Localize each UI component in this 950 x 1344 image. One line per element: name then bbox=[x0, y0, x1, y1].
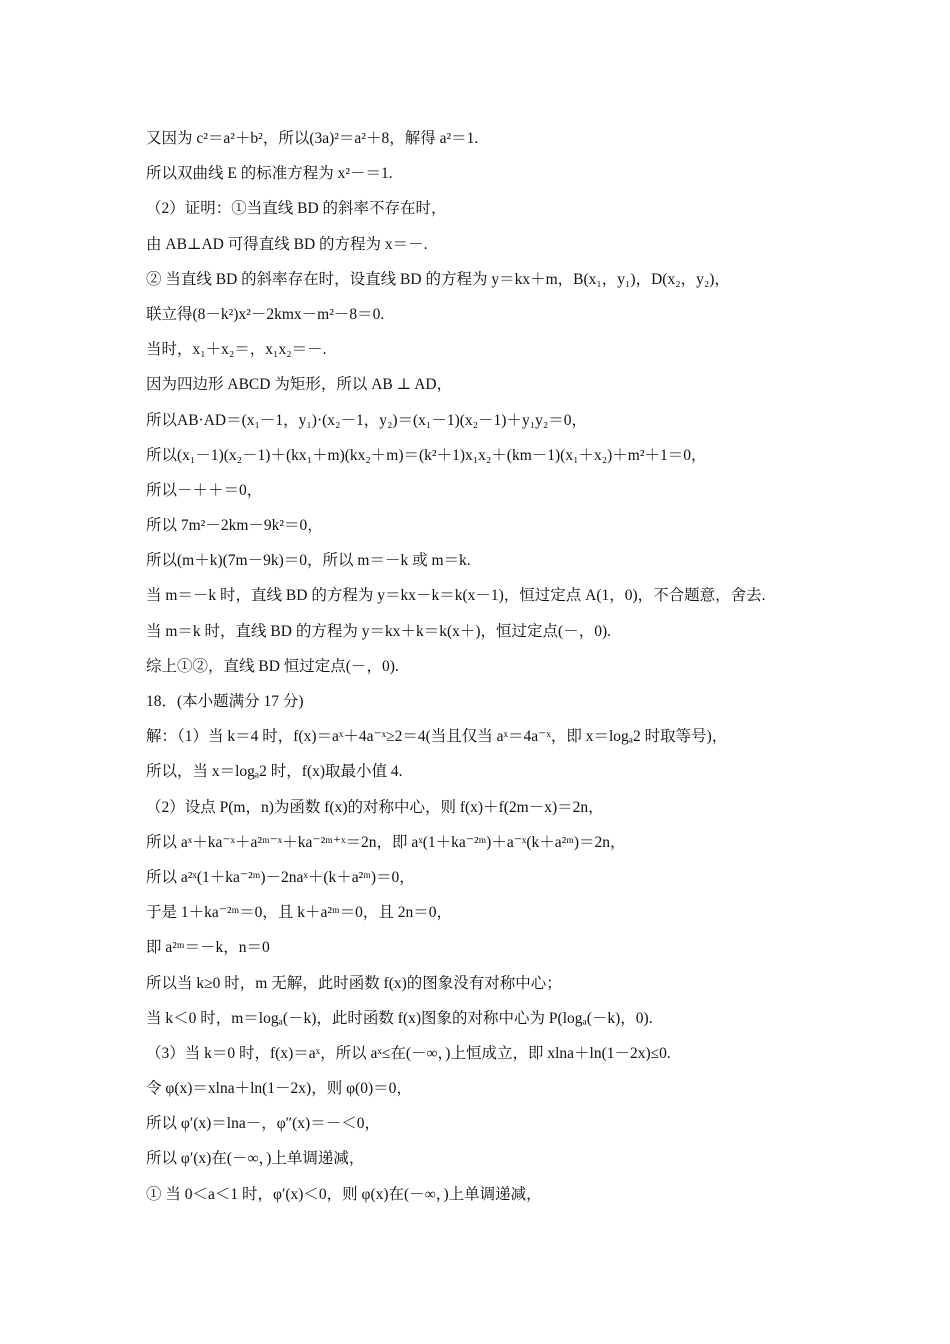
text-line: 所以 φ′(x)＝lna－，φ″(x)＝－＜0， bbox=[146, 1115, 380, 1133]
text-line: 所以－＋＋＝0， bbox=[146, 481, 263, 499]
text-line: （3）当 k＝0 时，f(x)＝aˣ，所以 aˣ≤在(－∞，)上恒成立，即 xlna＋ln(1－2x)≤0. bbox=[146, 1044, 671, 1062]
text-line: ② 当直线 BD 的斜率存在时，设直线 BD 的方程为 y＝kx＋m，B(x₁，y₁)，D(x₂，y₂)， bbox=[146, 270, 730, 288]
text-line: 所以双曲线 E 的标准方程为 x²－＝1. bbox=[146, 165, 393, 183]
text-line: 当 m＝k 时，直线 BD 的方程为 y＝kx＋k＝k(x＋)，恒过定点(－，0). bbox=[146, 622, 611, 640]
text-line: 令 φ(x)＝xlna＋ln(1－2x)，则 φ(0)＝0， bbox=[146, 1080, 412, 1098]
solution-text bbox=[146, 126, 866, 1217]
text-line: 当 m＝－k 时，直线 BD 的方程为 y＝kx－k＝k(x－1)，恒过定点 A(1，0)，不合题意，舍去. bbox=[146, 587, 766, 605]
text-line: 因为四边形 ABCD 为矩形，所以 AB ⊥ AD， bbox=[146, 376, 453, 394]
text-line: 于是 1＋ka⁻²ᵐ＝0，且 k＋a²ᵐ＝0，且 2n＝0， bbox=[146, 904, 453, 922]
text-line: （2）证明：①当直线 BD 的斜率不存在时， bbox=[146, 200, 447, 218]
text-line: 当 k＜0 时，m＝logₐ(－k)，此时函数 f(x)图象的对称中心为 P(logₐ(－k)，0). bbox=[146, 1009, 653, 1027]
text-line: 由 AB⊥AD 可得直线 BD 的方程为 x＝－. bbox=[146, 235, 428, 253]
text-line: 所以 a²ˣ(1＋ka⁻²ᵐ)－2naˣ＋(k＋a²ᵐ)＝0， bbox=[146, 868, 415, 886]
text-line: 所以(x₁－1)(x₂－1)＋(kx₁＋m)(kx₂＋m)＝(k²＋1)x₁x₂＋(km－1)(x₁＋x₂)＋m²＋1＝0， bbox=[146, 446, 707, 464]
text-line: 联立得(8－k²)x²－2kmx－m²－8＝0. bbox=[146, 305, 385, 323]
question-header: 18．(本小题满分 17 分) bbox=[146, 693, 304, 710]
text-line: 所以(m＋k)(7m－9k)＝0，所以 m＝－k 或 m＝k. bbox=[146, 552, 471, 570]
text-line: 当时，x₁＋x₂＝，x₁x₂＝－. bbox=[146, 341, 327, 359]
text-line: 解：（1）当 k＝4 时，f(x)＝aˣ＋4a⁻ˣ≥2＝4(当且仅当 aˣ＝4a⁻ˣ，即 x＝logₐ2 时取等号)， bbox=[146, 728, 728, 746]
text-line: 综上①②，直线 BD 恒过定点(－，0). bbox=[146, 657, 399, 675]
text-line: 所以 7m²－2km－9k²＝0， bbox=[146, 517, 323, 535]
text-line: ① 当 0＜a＜1 时，φ′(x)＜0，则 φ(x)在(－∞，)上单调递减， bbox=[146, 1185, 542, 1203]
text-line: 所以当 k≥0 时，m 无解，此时函数 f(x)的图象没有对称中心； bbox=[146, 974, 562, 992]
text-line: 即 a²ᵐ＝－k，n＝0 bbox=[146, 939, 270, 957]
text-line: 所以 aˣ＋ka⁻ˣ＋a²ᵐ⁻ˣ＋ka⁻²ᵐ⁺ˣ＝2n，即 aˣ(1＋ka⁻²ᵐ)＋a⁻ˣ(k＋a²ᵐ)＝2n， bbox=[146, 833, 626, 851]
text-line: （2）设点 P(m，n)为函数 f(x)的对称中心，则 f(x)＋f(2m－x)＝2n， bbox=[146, 798, 604, 816]
text-line: 所以，当 x＝logₐ2 时，f(x)取最小值 4. bbox=[146, 763, 403, 781]
text-line: 所以AB·AD＝(x₁－1，y₁)·(x₂－1，y₂)＝(x₁－1)(x₂－1)＋y₁y₂＝0， bbox=[146, 411, 588, 429]
text-line: 又因为 c²＝a²＋b²，所以(3a)²＝a²＋8，解得 a²＝1. bbox=[146, 130, 479, 147]
text-line: 所以 φ′(x)在(－∞，)上单调递减， bbox=[146, 1150, 365, 1168]
